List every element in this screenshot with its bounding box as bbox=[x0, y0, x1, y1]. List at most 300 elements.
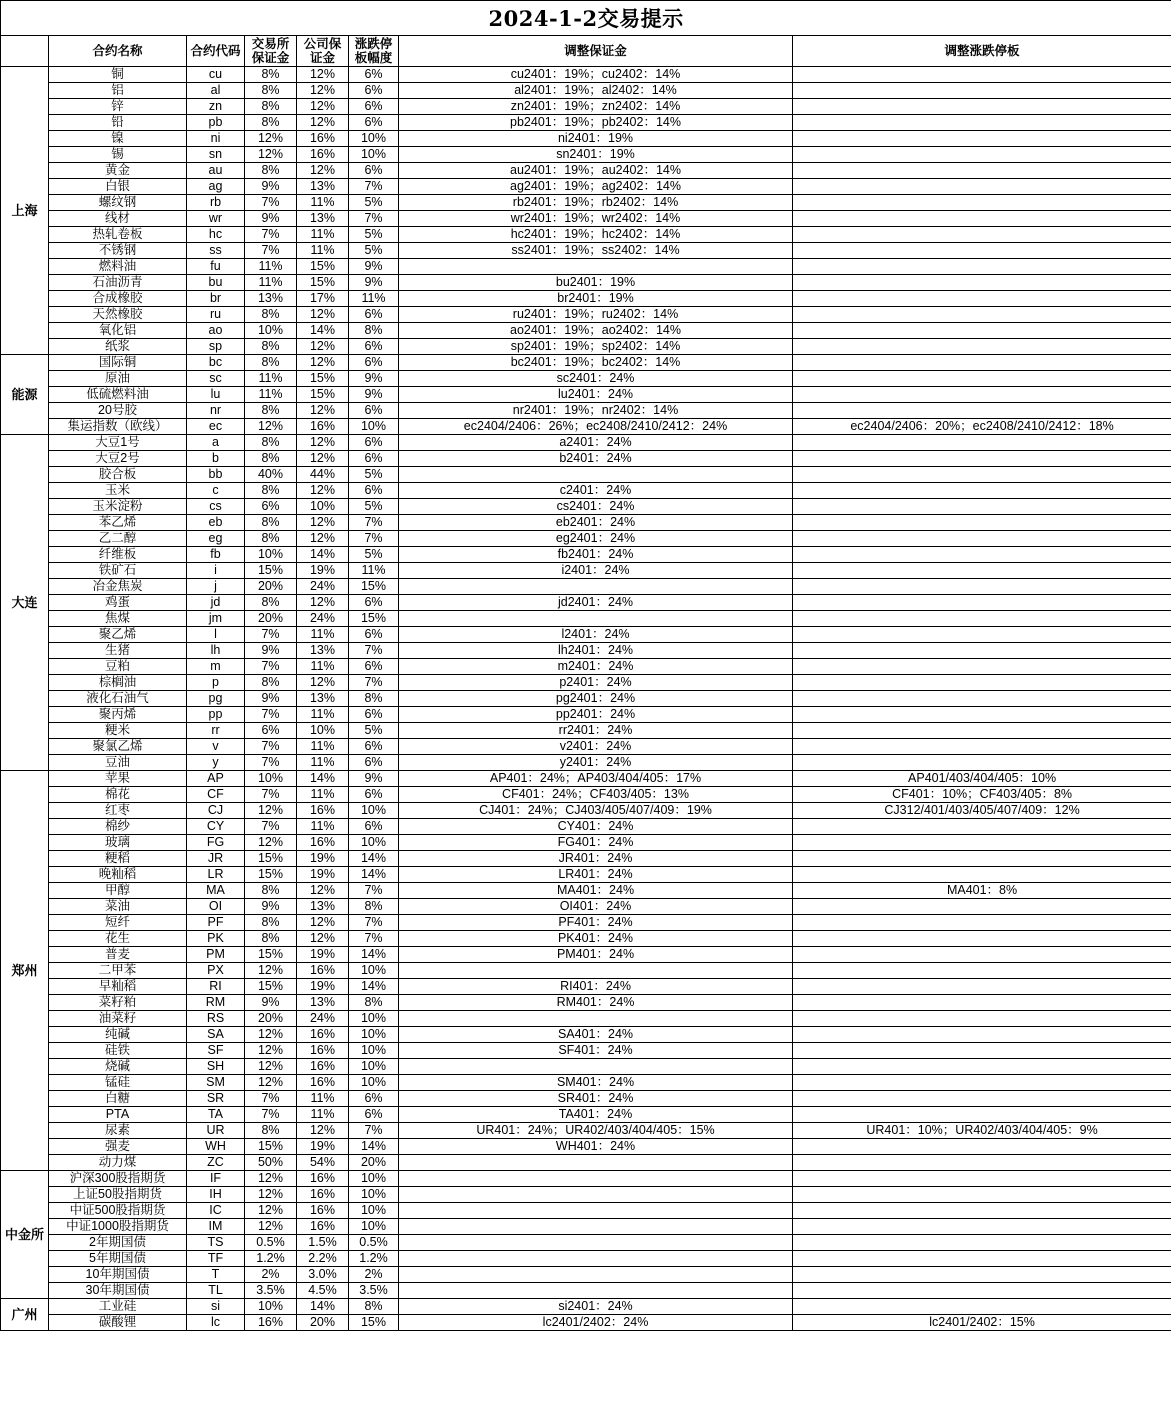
cell-contract-code: bc bbox=[187, 355, 245, 371]
cell-contract-name: 菜籽粕 bbox=[49, 995, 187, 1011]
cell-exchange-margin: 8% bbox=[245, 883, 297, 899]
cell-adjusted-margin: hc2401：19%；hc2402：14% bbox=[399, 227, 793, 243]
cell-company-margin: 12% bbox=[297, 115, 349, 131]
exchange-label: 能源 bbox=[1, 355, 49, 435]
table-row bbox=[1, 227, 1171, 243]
cell-adjusted-limit bbox=[793, 1107, 1171, 1123]
cell-company-margin: 14% bbox=[297, 323, 349, 339]
table-row bbox=[1, 1011, 1171, 1027]
table-row bbox=[1, 131, 1171, 147]
cell-company-margin: 12% bbox=[297, 883, 349, 899]
cell-price-limit: 10% bbox=[349, 1027, 399, 1043]
cell-company-margin: 12% bbox=[297, 915, 349, 931]
cell-adjusted-margin: p2401：24% bbox=[399, 675, 793, 691]
cell-adjusted-margin: bc2401：19%；bc2402：14% bbox=[399, 355, 793, 371]
table-row bbox=[1, 915, 1171, 931]
cell-company-margin: 16% bbox=[297, 963, 349, 979]
cell-price-limit: 9% bbox=[349, 275, 399, 291]
cell-adjusted-margin: pb2401：19%；pb2402：14% bbox=[399, 115, 793, 131]
cell-contract-name: 焦煤 bbox=[49, 611, 187, 627]
cell-adjusted-limit bbox=[793, 547, 1171, 563]
cell-company-margin: 13% bbox=[297, 179, 349, 195]
cell-exchange-margin: 8% bbox=[245, 931, 297, 947]
cell-price-limit: 10% bbox=[349, 1187, 399, 1203]
table-row bbox=[1, 243, 1171, 259]
cell-contract-name: 棕榈油 bbox=[49, 675, 187, 691]
cell-contract-name: 强麦 bbox=[49, 1139, 187, 1155]
cell-exchange-margin: 6% bbox=[245, 499, 297, 515]
cell-price-limit: 10% bbox=[349, 963, 399, 979]
cell-price-limit: 7% bbox=[349, 883, 399, 899]
cell-company-margin: 13% bbox=[297, 643, 349, 659]
header-price-limit: 涨跌停板幅度 bbox=[349, 36, 399, 67]
cell-exchange-margin: 7% bbox=[245, 739, 297, 755]
cell-company-margin: 15% bbox=[297, 371, 349, 387]
table-row bbox=[1, 1171, 1171, 1187]
cell-exchange-margin: 6% bbox=[245, 723, 297, 739]
cell-price-limit: 7% bbox=[349, 931, 399, 947]
cell-company-margin: 19% bbox=[297, 947, 349, 963]
cell-exchange-margin: 12% bbox=[245, 1059, 297, 1075]
cell-adjusted-limit bbox=[793, 739, 1171, 755]
table-row bbox=[1, 691, 1171, 707]
cell-contract-code: rb bbox=[187, 195, 245, 211]
cell-contract-code: fb bbox=[187, 547, 245, 563]
cell-exchange-margin: 7% bbox=[245, 1091, 297, 1107]
cell-adjusted-margin bbox=[399, 1251, 793, 1267]
cell-contract-name: 液化石油气 bbox=[49, 691, 187, 707]
cell-adjusted-limit bbox=[793, 963, 1171, 979]
cell-company-margin: 24% bbox=[297, 579, 349, 595]
cell-contract-code: m bbox=[187, 659, 245, 675]
cell-contract-code: v bbox=[187, 739, 245, 755]
cell-adjusted-margin: WH401：24% bbox=[399, 1139, 793, 1155]
cell-contract-name: 燃料油 bbox=[49, 259, 187, 275]
table-row bbox=[1, 787, 1171, 803]
cell-company-margin: 17% bbox=[297, 291, 349, 307]
cell-price-limit: 6% bbox=[349, 755, 399, 771]
cell-adjusted-margin: SA401：24% bbox=[399, 1027, 793, 1043]
cell-exchange-margin: 7% bbox=[245, 1107, 297, 1123]
cell-contract-code: fu bbox=[187, 259, 245, 275]
table-body bbox=[1, 67, 1171, 1331]
cell-price-limit: 6% bbox=[349, 1107, 399, 1123]
cell-contract-code: nr bbox=[187, 403, 245, 419]
table-row bbox=[1, 899, 1171, 915]
cell-exchange-margin: 2% bbox=[245, 1267, 297, 1283]
cell-adjusted-limit bbox=[793, 243, 1171, 259]
cell-exchange-margin: 12% bbox=[245, 131, 297, 147]
cell-adjusted-limit bbox=[793, 259, 1171, 275]
table-row bbox=[1, 275, 1171, 291]
cell-adjusted-margin: CY401：24% bbox=[399, 819, 793, 835]
cell-price-limit: 8% bbox=[349, 323, 399, 339]
table-row bbox=[1, 627, 1171, 643]
cell-company-margin: 19% bbox=[297, 563, 349, 579]
cell-contract-code: IM bbox=[187, 1219, 245, 1235]
cell-price-limit: 11% bbox=[349, 291, 399, 307]
cell-exchange-margin: 12% bbox=[245, 1043, 297, 1059]
cell-adjusted-limit: lc2401/2402：15% bbox=[793, 1315, 1171, 1331]
cell-exchange-margin: 20% bbox=[245, 1011, 297, 1027]
header-row bbox=[1, 36, 1171, 67]
cell-price-limit: 6% bbox=[349, 307, 399, 323]
cell-adjusted-margin: JR401：24% bbox=[399, 851, 793, 867]
cell-contract-code: TL bbox=[187, 1283, 245, 1299]
cell-adjusted-limit bbox=[793, 339, 1171, 355]
cell-exchange-margin: 10% bbox=[245, 547, 297, 563]
cell-contract-name: 黄金 bbox=[49, 163, 187, 179]
table-row bbox=[1, 1299, 1171, 1315]
cell-adjusted-margin bbox=[399, 1171, 793, 1187]
cell-adjusted-limit bbox=[793, 1203, 1171, 1219]
cell-company-margin: 12% bbox=[297, 83, 349, 99]
cell-company-margin: 12% bbox=[297, 675, 349, 691]
table-row bbox=[1, 115, 1171, 131]
cell-adjusted-margin: ni2401：19% bbox=[399, 131, 793, 147]
cell-adjusted-limit bbox=[793, 83, 1171, 99]
cell-contract-code: UR bbox=[187, 1123, 245, 1139]
cell-company-margin: 19% bbox=[297, 867, 349, 883]
table-row bbox=[1, 1267, 1171, 1283]
cell-exchange-margin: 7% bbox=[245, 819, 297, 835]
cell-contract-code: al bbox=[187, 83, 245, 99]
cell-price-limit: 5% bbox=[349, 195, 399, 211]
table-row bbox=[1, 707, 1171, 723]
cell-price-limit: 6% bbox=[349, 739, 399, 755]
cell-adjusted-margin bbox=[399, 611, 793, 627]
cell-contract-name: 普麦 bbox=[49, 947, 187, 963]
cell-contract-code: i bbox=[187, 563, 245, 579]
cell-exchange-margin: 8% bbox=[245, 435, 297, 451]
cell-adjusted-limit bbox=[793, 147, 1171, 163]
cell-adjusted-margin: lh2401：24% bbox=[399, 643, 793, 659]
cell-exchange-margin: 9% bbox=[245, 643, 297, 659]
cell-adjusted-limit: AP401/403/404/405：10% bbox=[793, 771, 1171, 787]
cell-price-limit: 8% bbox=[349, 899, 399, 915]
cell-contract-name: 锡 bbox=[49, 147, 187, 163]
cell-contract-name: 胶合板 bbox=[49, 467, 187, 483]
table-row bbox=[1, 147, 1171, 163]
cell-contract-name: 上证50股指期货 bbox=[49, 1187, 187, 1203]
cell-company-margin: 11% bbox=[297, 819, 349, 835]
table-row bbox=[1, 1123, 1171, 1139]
cell-adjusted-limit bbox=[793, 1075, 1171, 1091]
cell-price-limit: 10% bbox=[349, 835, 399, 851]
cell-adjusted-margin: UR401：24%；UR402/403/404/405：15% bbox=[399, 1123, 793, 1139]
cell-contract-name: 甲醇 bbox=[49, 883, 187, 899]
cell-contract-code: CY bbox=[187, 819, 245, 835]
cell-adjusted-margin: cs2401：24% bbox=[399, 499, 793, 515]
cell-adjusted-limit bbox=[793, 1251, 1171, 1267]
cell-contract-code: ag bbox=[187, 179, 245, 195]
cell-price-limit: 5% bbox=[349, 499, 399, 515]
table-row bbox=[1, 595, 1171, 611]
cell-company-margin: 10% bbox=[297, 723, 349, 739]
cell-price-limit: 7% bbox=[349, 915, 399, 931]
cell-adjusted-margin: sp2401：19%；sp2402：14% bbox=[399, 339, 793, 355]
cell-exchange-margin: 12% bbox=[245, 419, 297, 435]
cell-price-limit: 7% bbox=[349, 1123, 399, 1139]
cell-adjusted-margin: OI401：24% bbox=[399, 899, 793, 915]
cell-company-margin: 16% bbox=[297, 147, 349, 163]
cell-adjusted-margin bbox=[399, 259, 793, 275]
cell-company-margin: 19% bbox=[297, 851, 349, 867]
cell-price-limit: 15% bbox=[349, 579, 399, 595]
cell-adjusted-limit bbox=[793, 1027, 1171, 1043]
cell-adjusted-limit bbox=[793, 915, 1171, 931]
cell-exchange-margin: 12% bbox=[245, 1219, 297, 1235]
cell-adjusted-limit bbox=[793, 179, 1171, 195]
cell-contract-code: bb bbox=[187, 467, 245, 483]
cell-price-limit: 5% bbox=[349, 723, 399, 739]
table-row bbox=[1, 1219, 1171, 1235]
cell-price-limit: 9% bbox=[349, 771, 399, 787]
cell-contract-name: 热轧卷板 bbox=[49, 227, 187, 243]
cell-company-margin: 16% bbox=[297, 419, 349, 435]
cell-adjusted-margin: RM401：24% bbox=[399, 995, 793, 1011]
cell-exchange-margin: 7% bbox=[245, 627, 297, 643]
table-row bbox=[1, 963, 1171, 979]
cell-contract-name: 氧化铝 bbox=[49, 323, 187, 339]
cell-contract-code: SF bbox=[187, 1043, 245, 1059]
table-row bbox=[1, 1251, 1171, 1267]
cell-contract-code: rr bbox=[187, 723, 245, 739]
cell-adjusted-margin bbox=[399, 1235, 793, 1251]
cell-adjusted-limit bbox=[793, 355, 1171, 371]
cell-contract-code: TF bbox=[187, 1251, 245, 1267]
cell-adjusted-limit bbox=[793, 115, 1171, 131]
cell-price-limit: 6% bbox=[349, 707, 399, 723]
cell-adjusted-margin: PM401：24% bbox=[399, 947, 793, 963]
table-row bbox=[1, 1075, 1171, 1091]
cell-contract-code: ec bbox=[187, 419, 245, 435]
cell-contract-code: eb bbox=[187, 515, 245, 531]
cell-exchange-margin: 12% bbox=[245, 1027, 297, 1043]
cell-contract-name: 白糖 bbox=[49, 1091, 187, 1107]
cell-contract-name: 鸡蛋 bbox=[49, 595, 187, 611]
cell-contract-name: 乙二醇 bbox=[49, 531, 187, 547]
cell-exchange-margin: 7% bbox=[245, 243, 297, 259]
cell-adjusted-limit bbox=[793, 867, 1171, 883]
cell-adjusted-limit bbox=[793, 579, 1171, 595]
table-row bbox=[1, 403, 1171, 419]
cell-contract-code: au bbox=[187, 163, 245, 179]
table-row bbox=[1, 643, 1171, 659]
table-row bbox=[1, 947, 1171, 963]
cell-contract-name: 早籼稻 bbox=[49, 979, 187, 995]
cell-exchange-margin: 15% bbox=[245, 851, 297, 867]
cell-adjusted-margin bbox=[399, 1155, 793, 1171]
cell-contract-code: jm bbox=[187, 611, 245, 627]
cell-adjusted-margin: si2401：24% bbox=[399, 1299, 793, 1315]
cell-price-limit: 7% bbox=[349, 643, 399, 659]
cell-contract-name: 苹果 bbox=[49, 771, 187, 787]
cell-exchange-margin: 13% bbox=[245, 291, 297, 307]
cell-exchange-margin: 9% bbox=[245, 211, 297, 227]
cell-contract-name: 螺纹钢 bbox=[49, 195, 187, 211]
header-contract-name: 合约名称 bbox=[49, 36, 187, 67]
cell-exchange-margin: 11% bbox=[245, 387, 297, 403]
table-row bbox=[1, 387, 1171, 403]
cell-adjusted-margin bbox=[399, 963, 793, 979]
table-row bbox=[1, 371, 1171, 387]
table-row bbox=[1, 1187, 1171, 1203]
cell-contract-code: ao bbox=[187, 323, 245, 339]
cell-exchange-margin: 11% bbox=[245, 371, 297, 387]
cell-contract-code: MA bbox=[187, 883, 245, 899]
cell-exchange-margin: 16% bbox=[245, 1315, 297, 1331]
cell-exchange-margin: 15% bbox=[245, 563, 297, 579]
cell-company-margin: 11% bbox=[297, 739, 349, 755]
cell-company-margin: 4.5% bbox=[297, 1283, 349, 1299]
cell-price-limit: 6% bbox=[349, 451, 399, 467]
cell-contract-code: a bbox=[187, 435, 245, 451]
cell-company-margin: 16% bbox=[297, 1059, 349, 1075]
cell-company-margin: 1.5% bbox=[297, 1235, 349, 1251]
cell-adjusted-margin: sc2401：24% bbox=[399, 371, 793, 387]
table-row bbox=[1, 1235, 1171, 1251]
cell-exchange-margin: 10% bbox=[245, 771, 297, 787]
cell-exchange-margin: 8% bbox=[245, 403, 297, 419]
cell-price-limit: 14% bbox=[349, 979, 399, 995]
cell-exchange-margin: 40% bbox=[245, 467, 297, 483]
cell-price-limit: 8% bbox=[349, 995, 399, 1011]
cell-contract-code: y bbox=[187, 755, 245, 771]
cell-company-margin: 11% bbox=[297, 1091, 349, 1107]
cell-adjusted-limit: ec2404/2406：20%；ec2408/2410/2412：18% bbox=[793, 419, 1171, 435]
cell-price-limit: 7% bbox=[349, 515, 399, 531]
cell-price-limit: 6% bbox=[349, 659, 399, 675]
cell-price-limit: 5% bbox=[349, 547, 399, 563]
cell-company-margin: 24% bbox=[297, 1011, 349, 1027]
cell-contract-code: wr bbox=[187, 211, 245, 227]
cell-price-limit: 6% bbox=[349, 403, 399, 419]
cell-adjusted-limit bbox=[793, 211, 1171, 227]
cell-contract-name: 粳米 bbox=[49, 723, 187, 739]
table-row bbox=[1, 83, 1171, 99]
cell-contract-code: IH bbox=[187, 1187, 245, 1203]
cell-contract-name: 原油 bbox=[49, 371, 187, 387]
cell-exchange-margin: 8% bbox=[245, 99, 297, 115]
table-row bbox=[1, 67, 1171, 83]
cell-company-margin: 12% bbox=[297, 67, 349, 83]
cell-adjusted-margin: ao2401：19%；ao2402：14% bbox=[399, 323, 793, 339]
cell-adjusted-margin: sn2401：19% bbox=[399, 147, 793, 163]
table-row bbox=[1, 99, 1171, 115]
table-row bbox=[1, 163, 1171, 179]
cell-adjusted-margin: cu2401：19%；cu2402：14% bbox=[399, 67, 793, 83]
table-row bbox=[1, 1059, 1171, 1075]
cell-exchange-margin: 9% bbox=[245, 691, 297, 707]
cell-contract-name: 大豆1号 bbox=[49, 435, 187, 451]
table-row bbox=[1, 1283, 1171, 1299]
table-row bbox=[1, 179, 1171, 195]
table-row bbox=[1, 467, 1171, 483]
cell-adjusted-limit: CJ312/401/403/405/407/409：12% bbox=[793, 803, 1171, 819]
cell-contract-name: 工业硅 bbox=[49, 1299, 187, 1315]
cell-adjusted-margin: bu2401：19% bbox=[399, 275, 793, 291]
cell-price-limit: 7% bbox=[349, 179, 399, 195]
cell-adjusted-limit bbox=[793, 931, 1171, 947]
cell-company-margin: 12% bbox=[297, 355, 349, 371]
cell-contract-name: 铅 bbox=[49, 115, 187, 131]
table-row bbox=[1, 979, 1171, 995]
table-row bbox=[1, 1155, 1171, 1171]
table-row bbox=[1, 531, 1171, 547]
table-row bbox=[1, 835, 1171, 851]
cell-contract-code: pg bbox=[187, 691, 245, 707]
cell-company-margin: 16% bbox=[297, 1219, 349, 1235]
cell-adjusted-margin bbox=[399, 1011, 793, 1027]
cell-contract-name: 低硫燃料油 bbox=[49, 387, 187, 403]
cell-adjusted-margin: a2401：24% bbox=[399, 435, 793, 451]
cell-company-margin: 16% bbox=[297, 131, 349, 147]
cell-company-margin: 54% bbox=[297, 1155, 349, 1171]
cell-adjusted-limit bbox=[793, 1011, 1171, 1027]
table-row bbox=[1, 307, 1171, 323]
cell-adjusted-margin: b2401：24% bbox=[399, 451, 793, 467]
cell-price-limit: 6% bbox=[349, 115, 399, 131]
cell-contract-name: 纤维板 bbox=[49, 547, 187, 563]
cell-adjusted-margin: c2401：24% bbox=[399, 483, 793, 499]
cell-exchange-margin: 15% bbox=[245, 1139, 297, 1155]
cell-contract-code: RS bbox=[187, 1011, 245, 1027]
cell-contract-name: 锌 bbox=[49, 99, 187, 115]
table-row bbox=[1, 579, 1171, 595]
table-row bbox=[1, 1107, 1171, 1123]
cell-contract-name: 线材 bbox=[49, 211, 187, 227]
cell-contract-code: PX bbox=[187, 963, 245, 979]
table-row bbox=[1, 547, 1171, 563]
cell-adjusted-limit bbox=[793, 403, 1171, 419]
cell-contract-code: cs bbox=[187, 499, 245, 515]
cell-price-limit: 7% bbox=[349, 211, 399, 227]
table-row bbox=[1, 739, 1171, 755]
cell-exchange-margin: 12% bbox=[245, 1171, 297, 1187]
cell-price-limit: 6% bbox=[349, 595, 399, 611]
cell-exchange-margin: 12% bbox=[245, 1187, 297, 1203]
cell-adjusted-limit bbox=[793, 515, 1171, 531]
cell-adjusted-limit bbox=[793, 1267, 1171, 1283]
cell-exchange-margin: 10% bbox=[245, 1299, 297, 1315]
cell-adjusted-margin: zn2401：19%；zn2402：14% bbox=[399, 99, 793, 115]
table-row bbox=[1, 1203, 1171, 1219]
cell-price-limit: 5% bbox=[349, 243, 399, 259]
table-row bbox=[1, 851, 1171, 867]
cell-price-limit: 10% bbox=[349, 1011, 399, 1027]
cell-exchange-margin: 8% bbox=[245, 163, 297, 179]
table-row bbox=[1, 995, 1171, 1011]
cell-company-margin: 15% bbox=[297, 275, 349, 291]
table-row bbox=[1, 819, 1171, 835]
cell-company-margin: 11% bbox=[297, 195, 349, 211]
exchange-label: 广州 bbox=[1, 1299, 49, 1331]
cell-contract-code: WH bbox=[187, 1139, 245, 1155]
cell-adjusted-margin: ag2401：19%；ag2402：14% bbox=[399, 179, 793, 195]
cell-contract-code: OI bbox=[187, 899, 245, 915]
cell-contract-name: 国际铜 bbox=[49, 355, 187, 371]
cell-company-margin: 14% bbox=[297, 1299, 349, 1315]
cell-company-margin: 13% bbox=[297, 691, 349, 707]
cell-contract-name: 棉花 bbox=[49, 787, 187, 803]
cell-company-margin: 12% bbox=[297, 595, 349, 611]
cell-exchange-margin: 10% bbox=[245, 323, 297, 339]
cell-adjusted-margin: l2401：24% bbox=[399, 627, 793, 643]
cell-adjusted-margin: jd2401：24% bbox=[399, 595, 793, 611]
cell-contract-name: 油菜籽 bbox=[49, 1011, 187, 1027]
cell-adjusted-margin: SR401：24% bbox=[399, 1091, 793, 1107]
